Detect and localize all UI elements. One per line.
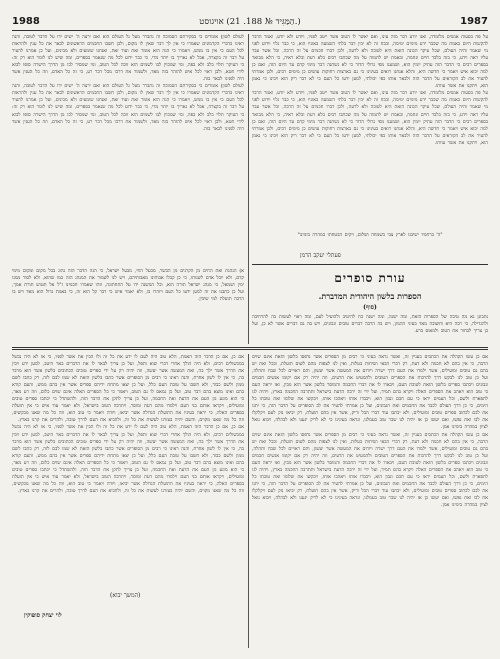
- lower-left-text: אם כן, אם כן הדבר הזה האמת, הלא טוב היה לעם לו ידע את כל זה ולו הבין את אשר לפניו, כי אז לא היה נכשל במכשולים רבים, ולא היה הולך אחרי דברי שוא ותפל, ועל כן צריך לבאר לו את הדברים באר היטב, למען ידע ויבין את הדרך אשר ילך בה, ואת המעשה אשר יעשה, וזה יהיה רק על ידי ספרים טובים הכתובים בלשון אשר הוא מדבר בה, כי אין לו לשון אחרת, והנה ראינו כי רבים מן הסופרים אשר כתבו בלשון הזאת לא שמו לבם לזה, רק כתבו לשם ממון ולשם כבוד, ולא חשבו על טובת העם כלל, ועל כן יצאו מתחת ידיהם ספרים אשר אין בהם ממש, והעם קורא בהם ואינו מוצא בהם דבר טוב, ועל כן נמאס לו גם הטוב, ויאמר כי כל הספרים האלה אינם שוים כלום, וזה רע מאד, כי הוא מונע מן העם את הדעת ואת החכמה, ועל כן צריך לתקן את הדבר הזה, ולהשתדל כי יכתבו ספרים טובים ומועילים, ויקראו אותם בני העם וילמדו מהם דעת ומוסר, ויתרבה הטוב בישראל, ולא יאמר עוד איש כי אין תועלת בספרים האלה, כי יראה בעיניו את התועלת הגדולה אשר יביאו, ויודה ויאמר כי טוב הוא, וזה כל מה שאנו מבקשים, וזה כל מה שאנו מקוים, והשם יהיה בעזרנו לעשות את כל זה, ולהביא את העם לדרך טובה, ולהרים את קרנו בארץ.: [12, 355, 244, 424]
- header-rule: [12, 30, 488, 31]
- mid-rule-double: [12, 349, 488, 350]
- upper-left-text-cont: לעולם לשון) אומרים כי בסקירתם הסמוכה זה נתברר מעל גל העולם הוא ואם ירצה ה' ישים ידו על הדבר לטובה, והנה ראינו בדברי הקדמונים שאמרו כי אין לך דבר שאין לו מקום, ולכן חשבו החכמים הראשונים לבאר את כל ענין ולהראות לכל העם כי אין בו ממש, ויאמרו כי הנה הוא אומר זאת ועוד זאת, ואנחנו שומעים ולא מבינים, ועל כן אמרנו להעיר על דבר זה בקצרה, אבל לא נאריך בו יותר מדי, כי כבר ידוע לכל מה שנאמר בספרים, ומה שיש לנו לומר הוא רק זה: כי העיקר תלוי בלב ולא בפה, ומי שמכוין לבו לשמים הוא זוכה לכל הטוב, ומי שמסיר לבו מן הדרך הישרה סופו לבוא לידי חטא, ולכן ראוי לכל איש להזהר בזה מאד, ולשמור את דרכו מכל דבר רע, כי זה כל האדם, וזה כל הענין אשר היה לפנינו לבאר בזה.: [12, 84, 244, 132]
- page-number-right: 1987: [460, 15, 488, 27]
- section-top-rule: [252, 264, 488, 265]
- page-number-left: 1988: [12, 15, 40, 27]
- column-divider-lower: [248, 354, 249, 648]
- upper-left-text: לעולם לשון) אומרים כי בסקירתם הסמוכה זה נתברר מעל גל העולם הוא ואם ירצה ה' ישים ידו על הדבר לטובה, והנה ראינו בדברי הקדמונים שאמרו כי אין לך דבר שאין לו מקום, ולכן חשבו החכמים הראשונים לבאר את כל ענין ולהראות לכל העם כי אין בו ממש, ויאמרו כי הנה הוא אומר זאת ועוד זאת, ואנחנו שומעים ולא מבינים, ועל כן אמרנו להעיר על דבר זה בקצרה, אבל לא נאריך בו יותר מדי, כי כבר ידוע לכל מה שנאמר בספרים, ומה שיש לנו לומר הוא רק זה: כי העיקר תלוי בלב ולא בפה, ומי שמכוין לבו לשמים הוא זוכה לכל הטוב, ומי שמסיר לבו מן הדרך הישרה סופו לבוא לידי חטא, ולכן ראוי לכל איש להזהר בזה מאד, ולשמור את דרכו מכל דבר רע, כי זה כל האדם, וזה כל הענין אשר היה לפנינו לבאר בזה.: [12, 35, 244, 83]
- upper-left-paragraph-2: א) הנהגת ואת החים מן הקרנים מן הבשר, מבעל החי, מבעל ישראל, כי הנה הדבר הזה נהוג בכל מקום ומקום מימי קדם, ולא יוכל אדם לשנותו, כי כן קבלו אבותינו מאבותיהם, ויש לנו לשמור את המנהג הזה כמו שהוא, ולא לסור ממנו ימין ושמאל, כי מנהג ישראל תורה הוא, וכל המשנה ידו על התחתונה, וזהו שאמרו חכמינו ז"ל אל תטוש תורת אמך, ועל כן כתבנו את זה למען ידעו כל העם ויזהרו בו, ולא יאמר איש כי דבר קל הוא זה, כי באמת גדול הוא מאד ויש בו הרבה תועלת למי שיבין.: [12, 269, 244, 303]
- lower-right-text: אם כן עשו הקהלה את הכתבים בעניין זה, ואשר נראה בעיני כי רבים מן הספרים אשר נדפסו בלשון הזאת אינם שוים הרבה, כי אין בהם לא חכמה ולא דעת, רק דברי הבאי ושיחות בטלות, ואין לנו לצפות מהם לשום תועלת, ובכל זאת יש בהם גם טובים ומועילים, אשר ילמדו את העם דרך ישרה ויורום את המעשה אשר יעשון, והם ראויים לכל שבח ותהלה, ועל כן טוב לנו לבקש דרך להרבות את הספרים הטובים ולהמעיט את הרעים, וזה יהיה רק אם יקומו אנשים חכמים ונבונים ויכתבו ספרים בלשון הזאת לטובת העם, ויבארו לו את דברי החכמה והמוסר בלשון אשר הוא מבין, ואז יראה העם כי טוב הוא ויאהב את הספרים האלה ויקרא בהם תמיד, ועל ידי זה ירבה הדעת בישראל ותתרבה החכמה בארץ, ויהיה לנו לתפארת ולשם, וכל העמים יראו כי עם חכם ונבון הוא, ויכבדו אותו ויאהבו אותו, ויבקשו את שלומו ואת טובתו כל הימים, כי כן דרך העולם לכבד את החכמים ואת הנבונים, ועל כן אמרתי להעיר את לב הסופרים על הדבר הזה, כי יתנו את לבם לכתוב ספרים טובים ומועילים, ולא יכתבו עוד דברי הבל וריק, אשר אין בהם תועלת, רק יביאו נזק לעם ויקלקלו את לבו ואת נפשו, ואם יעשו כן אז יהיה לנו שכר טוב בעמלנו, ונראה בעינינו כי לא לריק יגענו ולא לבהלה, ויבוא גואל לציון במהרה בימינו אמן.: [252, 355, 488, 431]
- upper-right-article: [252, 34, 488, 230]
- section-title: עורת סופרים: [334, 271, 406, 285]
- running-title: הַמַּגִּיד ‏№ 188. ‏21) אויגוסט.): [199, 16, 301, 27]
- lower-left-article: [12, 354, 244, 588]
- upper-left-article: [12, 34, 244, 264]
- section-intro: נתבונן נא מה טיבה של הספרות הזאת, ומה ישנה, ומה ישנה כח להיטיב ולהועיל לעם, ומה ראוי לעשות בה להרחיבה ולהגדילה, כי רבה היא וחשובה מאד בעיני ההמון, ויש בה הרבה דברים טובים ונכונים, ויש בה גם דברים אשר לא כן, ועל כן צריך לבחור את הטוב ולמאוס ברע.: [252, 315, 488, 335]
- end-marker: (המשך יבוא): [110, 592, 141, 599]
- upper-right-text: על פה בסעות אנשים מלומדה, ואנו יודע דבר מזה עינו, ואם יאשר לו הטוב אשר ייטב לפניו, ויודע ולא יודע, ואמר הדבר להקשות היום באמת מה שכבר ידע מימים ימימה, ובכח זה לא יבין דבר בלתי השמעה באזניו הוא, כי כבר גלוי וידוע לפני מי שאמר והיה העולם, שכל עיקר הכונה הזאת היא לטובה ולא לרעה, ולכן דברו חכמים על זה הרבה, וכל אשר עבר עליו ראה וידע, כי בזה בלבד חיים ונחמה, ובאמת יש לתמוה על מה שכתבו רבים בלא דעת ובלא ראיה, כי הלא מבואר בספרים רבים כי הדבר הזה עתיק יומין הוא, ושמענו מפי גדולי הדור כי לא נשתנה דבר מימי קדם עד היום הזה, ואם כן למה יבוא איש ויאמר כי חדשה היא, והלא אנחנו רואים בעינינו כי גם בארצות רחוקות עושים כן מימים רבים, ולכן אמרתי להעיר את לב הקוראים על הדבר הזה ולבאר אותו כפי יכולתי, למען ידעו כל העם כי לא דבר ריק הוא ויבינו כי נאמן הוא, ויתקנו את אשר עוותו.: [252, 35, 488, 90]
- lower-left-text-cont: אם כן, אם כן הדבר הזה האמת, הלא טוב היה לעם לו ידע את כל זה ולו הבין את אשר לפניו, כי אז לא היה נכשל במכשולים רבים, ולא היה הולך אחרי דברי שוא ותפל, ועל כן צריך לבאר לו את הדברים באר היטב, למען ידע ויבין את הדרך אשר ילך בה, ואת המעשה אשר יעשה, וזה יהיה רק על ידי ספרים טובים הכתובים בלשון אשר הוא מדבר בה, כי אין לו לשון אחרת, והנה ראינו כי רבים מן הסופרים אשר כתבו בלשון הזאת לא שמו לבם לזה, רק כתבו לשם ממון ולשם כבוד, ולא חשבו על טובת העם כלל, ועל כן יצאו מתחת ידיהם ספרים אשר אין בהם ממש, והעם קורא בהם ואינו מוצא בהם דבר טוב, ועל כן נמאס לו גם הטוב, ויאמר כי כל הספרים האלה אינם שוים כלום, וזה רע מאד, כי הוא מונע מן העם את הדעת ואת החכמה, ועל כן צריך לתקן את הדבר הזה, ולהשתדל כי יכתבו ספרים טובים ומועילים, ויקראו אותם בני העם וילמדו מהם דעת ומוסר, ויתרבה הטוב בישראל, ולא יאמר עוד איש כי אין תועלת בספרים האלה, כי יראה בעיניו את התועלת הגדולה אשר יביאו, ויודה ויאמר כי טוב הוא, וזה כל מה שאנו מבקשים, וזה כל מה שאנו מקוים, והשם יהיה בעזרנו לעשות את כל זה, ולהביא את העם לדרך טובה, ולהרים את קרנו בארץ.: [12, 425, 244, 494]
- upper-right-quote: "ה' ברחמיו ישיבנו לארץ צבי בשמחה ושלום, ויקים הבטחתו במהרה בימינו": [297, 233, 443, 238]
- mid-rule: [12, 347, 488, 348]
- column-divider-upper: [248, 34, 249, 344]
- upper-right-signature: פעתלי יעקב הרמן: [300, 252, 341, 259]
- upper-right-text-cont: על פה בסעות אנשים מלומדה, ואנו יודע דבר מזה עינו, ואם יאשר לו הטוב אשר ייטב לפניו, ויודע ולא יודע, ואמר הדבר להקשות היום באמת מה שכבר ידע מימים ימימה, ובכח זה לא יבין דבר בלתי השמעה באזניו הוא, כי כבר גלוי וידוע לפני מי שאמר והיה העולם, שכל עיקר הכונה הזאת היא לטובה ולא לרעה, ולכן דברו חכמים על זה הרבה, וכל אשר עבר עליו ראה וידע, כי בזה בלבד חיים ונחמה, ובאמת יש לתמוה על מה שכתבו רבים בלא דעת ובלא ראיה, כי הלא מבואר בספרים רבים כי הדבר הזה עתיק יומין הוא, ושמענו מפי גדולי הדור כי לא נשתנה דבר מימי קדם עד היום הזה, ואם כן למה יבוא איש ויאמר כי חדשה היא, והלא אנחנו רואים בעינינו כי גם בארצות רחוקות עושים כן מימים רבים, ולכן אמרתי להעיר את לב הקוראים על הדבר הזה ולבאר אותו כפי יכולתי, למען ידעו כל העם כי לא דבר ריק הוא ויבינו כי נאמן הוא, ויתקנו את אשר עוותו.: [252, 91, 488, 146]
- lower-right-article: [252, 354, 488, 648]
- lower-left-signature: לוי יצחק סופוקין: [24, 612, 62, 619]
- page-header: [12, 14, 488, 28]
- section-number: (סוף): [363, 304, 377, 311]
- section-subtitle: הספרות בלשון היהודית המדברת.: [318, 291, 422, 301]
- lower-right-text-cont: אם כן עשו הקהלה את הכתבים בעניין זה, ואשר נראה בעיני כי רבים מן הספרים אשר נדפסו בלשון הזאת אינם שוים הרבה, כי אין בהם לא חכמה ולא דעת, רק דברי הבאי ושיחות בטלות, ואין לנו לצפות מהם לשום תועלת, ובכל זאת יש בהם גם טובים ומועילים, אשר ילמדו את העם דרך ישרה ויורום את המעשה אשר יעשון, והם ראויים לכל שבח ותהלה, ועל כן טוב לנו לבקש דרך להרבות את הספרים הטובים ולהמעיט את הרעים, וזה יהיה רק אם יקומו אנשים חכמים ונבונים ויכתבו ספרים בלשון הזאת לטובת העם, ויבארו לו את דברי החכמה והמוסר בלשון אשר הוא מבין, ואז יראה העם כי טוב הוא ויאהב את הספרים האלה ויקרא בהם תמיד, ועל ידי זה ירבה הדעת בישראל ותתרבה החכמה בארץ, ויהיה לנו לתפארת ולשם, וכל העמים יראו כי עם חכם ונבון הוא, ויכבדו אותו ויאהבו אותו, ויבקשו את שלומו ואת טובתו כל הימים, כי כן דרך העולם לכבד את החכמים ואת הנבונים, ועל כן אמרתי להעיר את לב הסופרים על הדבר הזה, כי יתנו את לבם לכתוב ספרים טובים ומועילים, ולא יכתבו עוד דברי הבל וריק, אשר אין בהם תועלת, רק יביאו נזק לעם ויקלקלו את לבו ואת נפשו, ואם יעשו כן אז יהיה לנו שכר טוב בעמלנו, ונראה בעינינו כי לא לריק יגענו ולא לבהלה, ויבוא גואל לציון במהרה בימינו אמן.: [252, 432, 488, 508]
